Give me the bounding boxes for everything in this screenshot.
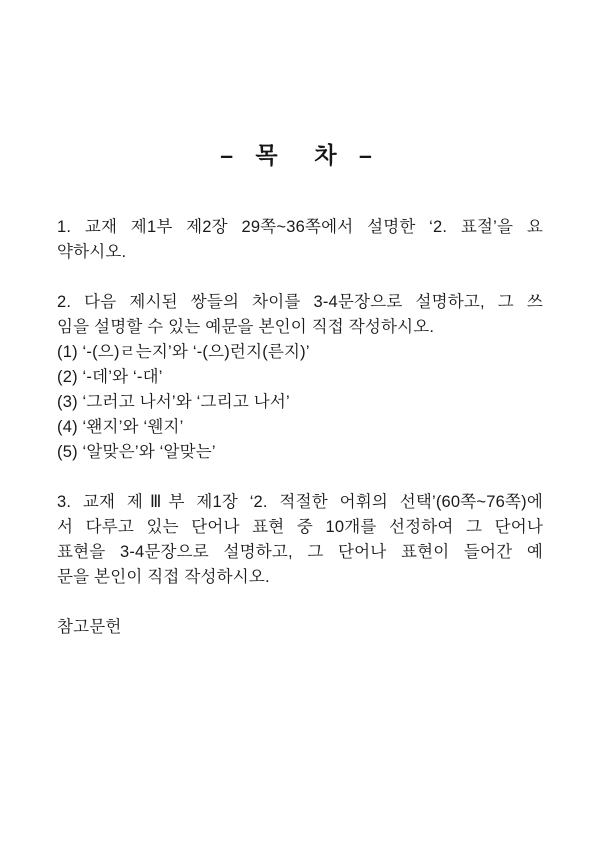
pair-item: (3) ‘그러고 나서’와 ‘그리고 나서’ [57, 393, 290, 411]
text-line: 표현을 3-4문장으로 설명하고, 그 단어나 표현이 들어간 예 [57, 543, 543, 561]
text-line: 약하시오. [57, 243, 127, 261]
question-1 [57, 215, 543, 265]
grammar-pair-list [57, 340, 543, 465]
text-line: 3. 교재 제Ⅲ부 제1장 ‘2. 적절한 어휘의 선택’(60쪽~76쪽)에 [57, 493, 543, 511]
question-3 [57, 490, 543, 590]
text-line: 임을 설명할 수 있는 예문을 본인이 직접 작성하시오. [57, 318, 435, 336]
pair-item: (4) ‘왠지’와 ‘웬지’ [57, 418, 184, 436]
references-label: 참고문헌 [57, 618, 122, 636]
text-line: 문을 본인이 직접 작성하시오. [57, 568, 270, 586]
text-line: 서 다루고 있는 단어나 표현 중 10개를 선정하여 그 단어나 [57, 518, 543, 536]
page-title: – 목 차 – [220, 142, 380, 168]
references-section [57, 615, 543, 640]
pair-item: (1) ‘-(으)ㄹ는지’와 ‘-(으)런지(른지)’ [57, 343, 310, 361]
question-2 [57, 290, 543, 465]
text-line: 1. 교재 제1부 제2장 29쪽~36쪽에서 설명한 ‘2. 표절’을 요 [57, 218, 543, 236]
pair-item: (2) ‘-데’와 ‘-대’ [57, 368, 163, 386]
pair-item: (5) ‘알맞은’와 ‘알맞는’ [57, 443, 216, 461]
text-line: 2. 다음 제시된 쌍들의 차이를 3-4문장으로 설명하고, 그 쓰 [57, 293, 543, 311]
